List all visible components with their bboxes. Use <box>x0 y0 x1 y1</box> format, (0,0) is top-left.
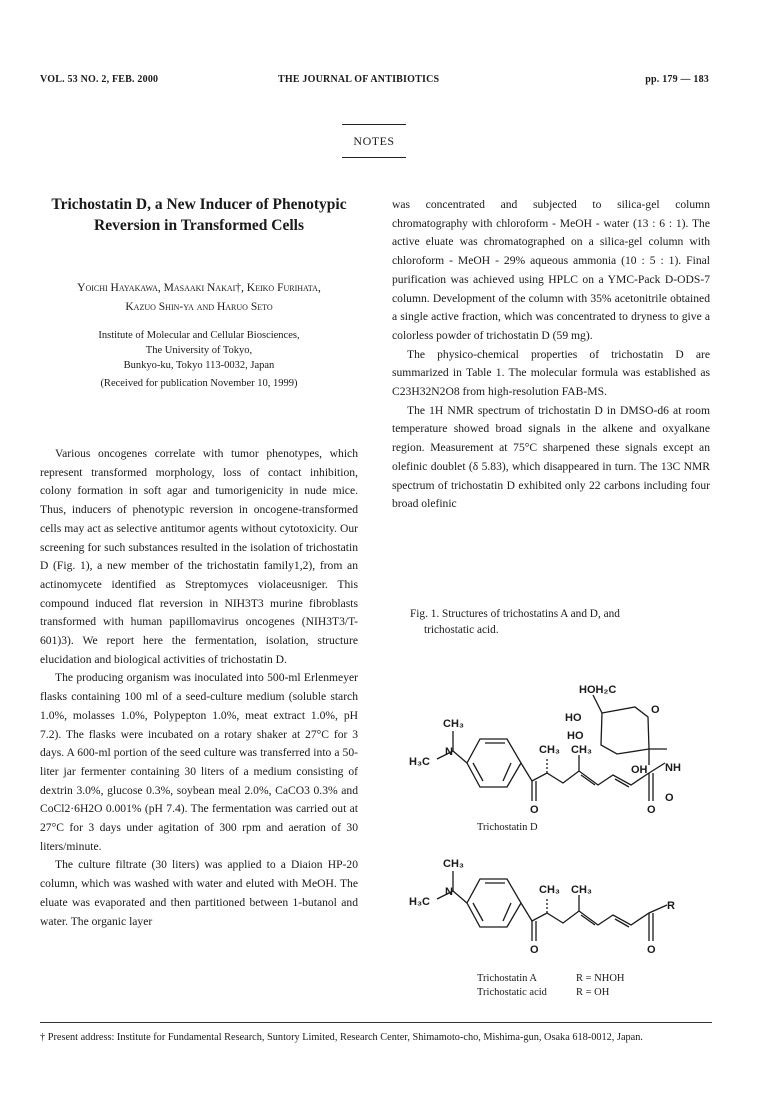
svg-text:H₃C: H₃C <box>409 756 430 768</box>
footnote-rule <box>40 1022 712 1023</box>
svg-text:CH₃: CH₃ <box>571 744 592 756</box>
affiliation-line: The University of Tokyo, <box>145 345 253 356</box>
benzene-ring-a <box>467 879 521 927</box>
label-trichostatic-acid: Trichostatic acid <box>477 987 547 998</box>
svg-text:R: R <box>667 900 675 912</box>
affiliation-line: Bunkyo-ku, Tokyo 113-0032, Japan <box>123 360 275 371</box>
figure-caption <box>410 606 710 638</box>
paragraph: The culture filtrate (30 liters) was applied to a Diaion HP-20 column, which was washed with water and eluted with MeOH. The eluate was evaporated and then partitioned between 1-butanol and water. The organic layer <box>40 858 358 928</box>
svg-text:OH: OH <box>631 764 648 776</box>
section-label <box>342 124 406 158</box>
section-rule-bottom <box>342 157 406 158</box>
paragraph: The physico-chemical properties of trichostatin D are summarized in Table 1. The molecular formula was established as C23H32N2O8 from high-resolution FAB-MS. <box>392 347 710 399</box>
journal-name: THE JOURNAL OF ANTIBIOTICS <box>278 74 440 85</box>
label-trichostatin-d: Trichostatin D <box>477 822 538 833</box>
footnote: † Present address: Institute for Fundamental Research, Suntory Limited, Research Center, Shimamoto-cho, Mishima-gun, Osaka 618-0012, Japan. <box>40 1032 643 1043</box>
svg-text:HO: HO <box>565 712 582 724</box>
paragraph: was concentrated and subjected to silica-gel column chromatography with chloroform - MeOH - water (13 : 6 : 1). The active eluate was chromatographed on a silica-gel column with chloroform - MeOH - 29% aqueous ammonia (10 : 5 : 1). Final purification was achieved using HPLC on a YMC-Pack D-ODS-7 column. Development of the column with 35% acetonitrile obtained a single active fraction, which was concentrated to dryness to give a colorless powder of trichostatin D (59 mg). <box>392 198 710 342</box>
ch2oh-bond <box>593 695 602 713</box>
paragraph: The 1H NMR spectrum of trichostatin D in DMSO-d6 at room temperature showed broad signals in the alkene and oxyalkane region. Measurement at 75°C sharpened these signals except an olefinic doublet (δ 5.83), which disappeared in turn. The 13C NMR spectrum of trichostatin D exhibited only 22 carbons including four broad olefinic <box>392 403 710 511</box>
title-line: Reversion in Transformed Cells <box>94 217 304 234</box>
svg-text:CH₃: CH₃ <box>539 884 560 896</box>
caption-line: trichostatic acid. <box>424 624 499 636</box>
svg-text:O: O <box>647 804 656 816</box>
affiliation-line: Institute of Molecular and Cellular Biosciences, <box>98 330 300 341</box>
section-title: NOTES <box>353 134 395 148</box>
affiliation <box>40 328 358 373</box>
svg-text:H₃C: H₃C <box>409 896 430 908</box>
authors-line: Yoichi Hayakawa, Masaaki Nakai†, Keiko Furihata, <box>77 282 321 294</box>
label-trichostatin-a: Trichostatin A <box>477 973 537 984</box>
left-column <box>40 445 358 931</box>
volume-info: VOL. 53 NO. 2, FEB. 2000 <box>40 74 159 85</box>
paragraph: The producing organism was inoculated into 500-ml Erlenmeyer flasks containing 100 ml of a seed-culture medium (soluble starch 1.0%, molasses 1.0%, Polypepton 1.0%, meat extract 1.0%, pH 7.2). The flasks were incubated on a rotary shaker at 27°C for 3 days. A 600-ml portion of the seed culture was transferred into a 50-liter jar fermenter containing 30 liters of a medium consisting of dextrin 3.0%, glucose 0.3%, soybean meal 2.0%, CaCO3 0.3% and CoCl2·6H2O 0.001% (pH 7.4). The fermentation was carried out at 27°C for 3 days under agitation of 300 rpm and aeration of 30 liters/minute. <box>40 671 358 853</box>
page-range: pp. 179 — 183 <box>645 74 709 85</box>
svg-text:HOH₂C: HOH₂C <box>579 684 617 696</box>
svg-text:O: O <box>530 804 539 816</box>
svg-text:CH₃: CH₃ <box>443 718 464 730</box>
svg-text:CH₃: CH₃ <box>571 884 592 896</box>
author-list <box>40 279 358 317</box>
svg-text:O: O <box>530 944 539 956</box>
label-r-oh: R = OH <box>576 987 610 998</box>
paragraph: Various oncogenes correlate with tumor phenotypes, which represent transformed morphology, loss of contact inhibition, colony formation in soft agar and tumorigenicity in nude mice. Thus, inducers of phenotypic reversion in oncogene-transformed cells may act as selective antitumor agents without cytotoxicity. Our screening for such substances resulted in the isolation of trichostatin D (Fig. 1), a new member of the trichostatin family1,2), from an actinomycete identified as Streptomyces violaceusniger. This compound induced flat reversion in NIH3T3 murine fibroblasts transformed with human papillomavirus oncogenes (NIH3T3/T-601)3). We report here the fermentation, isolation, structure elucidation and biological activities of trichostatin D. <box>40 447 358 666</box>
title-line: Trichostatin D, a New Inducer of Phenotypic <box>51 196 347 213</box>
article-title <box>40 194 358 236</box>
svg-text:HO: HO <box>567 730 584 742</box>
benzene-ring-d <box>467 739 521 787</box>
authors-line: Kazuo Shin-ya and Haruo Seto <box>125 301 273 313</box>
svg-text:N: N <box>445 886 453 898</box>
svg-text:CH₃: CH₃ <box>443 858 464 870</box>
svg-text:O: O <box>665 792 674 804</box>
caption-line: Fig. 1. Structures of trichostatins A and D, and <box>410 608 620 620</box>
svg-text:O: O <box>647 944 656 956</box>
svg-text:CH₃: CH₃ <box>539 744 560 756</box>
chemical-structures-figure <box>395 655 725 1015</box>
svg-text:N: N <box>445 746 453 758</box>
received-date: (Received for publication November 10, 1999) <box>100 378 298 389</box>
label-r-nhoh: R = NHOH <box>576 973 625 984</box>
svg-text:NH: NH <box>665 762 681 774</box>
sugar-ring <box>601 707 649 754</box>
svg-text:O: O <box>651 704 660 716</box>
right-column <box>392 196 710 514</box>
